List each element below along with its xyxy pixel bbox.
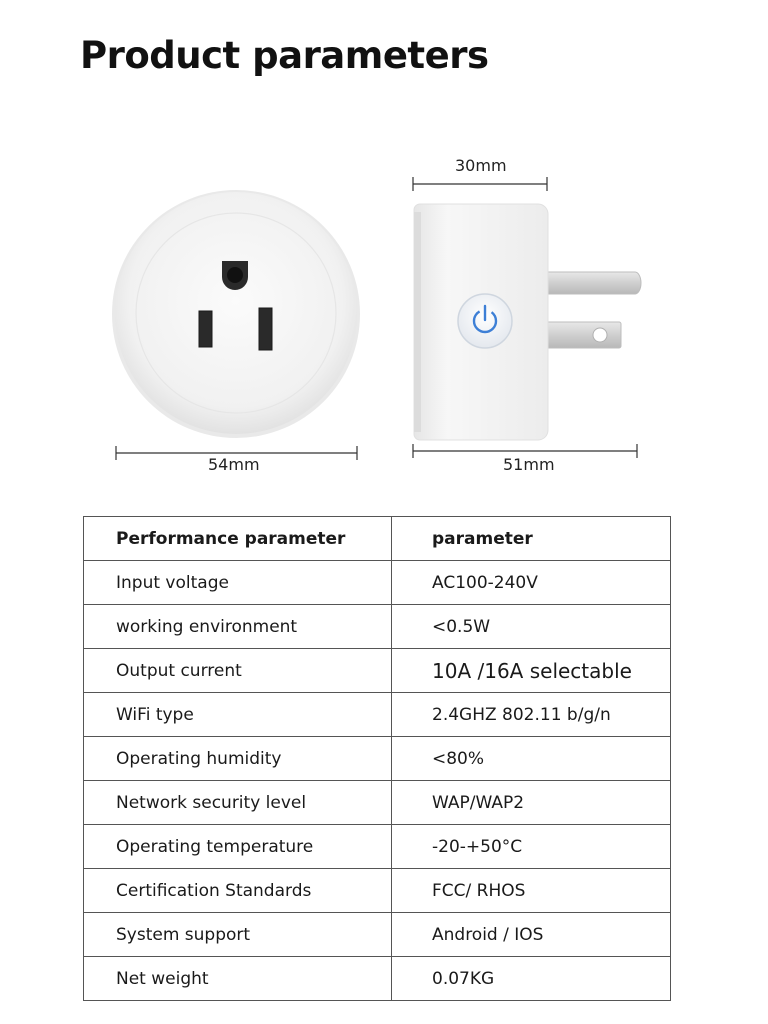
dimension-thickness: 30mm [455, 156, 507, 175]
param-value: WAP/WAP2 [392, 781, 671, 825]
table-row [84, 605, 671, 649]
table-row [84, 957, 671, 1001]
product-drawing [0, 140, 768, 490]
param-value: FCC/ RHOS [392, 869, 671, 913]
plug-front-view [112, 190, 360, 438]
table-row [84, 561, 671, 605]
left-slot [199, 311, 212, 347]
param-value: <0.5W [392, 605, 671, 649]
page-title: Product parameters [80, 34, 489, 77]
flat-prong [545, 322, 621, 348]
table-row [84, 913, 671, 957]
product-figure [0, 140, 768, 490]
param-name: working environment [84, 605, 392, 649]
param-name: Certification Standards [84, 869, 392, 913]
right-slot [259, 308, 272, 350]
param-name: System support [84, 913, 392, 957]
table-row [84, 781, 671, 825]
table-row [84, 825, 671, 869]
param-value: <80% [392, 737, 671, 781]
param-name: Network security level [84, 781, 392, 825]
param-value: 0.07KG [392, 957, 671, 1001]
param-value: 10A /16A selectable [392, 649, 671, 693]
power-icon [458, 294, 512, 348]
dimension-diameter: 54mm [208, 455, 260, 474]
table-header-row [84, 517, 671, 561]
table-row [84, 649, 671, 693]
table-row [84, 737, 671, 781]
header-performance-parameter: Performance parameter [84, 517, 392, 561]
param-name: Operating humidity [84, 737, 392, 781]
param-name: Net weight [84, 957, 392, 1001]
dimension-depth: 51mm [503, 455, 555, 474]
table-row [84, 869, 671, 913]
param-value: 2.4GHZ 802.11 b/g/n [392, 693, 671, 737]
param-value: -20-+50°C [392, 825, 671, 869]
param-name: WiFi type [84, 693, 392, 737]
param-name: Input voltage [84, 561, 392, 605]
round-prong [545, 272, 641, 294]
param-name: Operating temperature [84, 825, 392, 869]
plug-side-view [414, 204, 641, 440]
param-name: Output current [84, 649, 392, 693]
table-row [84, 693, 671, 737]
param-value: AC100-240V [392, 561, 671, 605]
header-parameter: parameter [392, 517, 671, 561]
param-value: Android / IOS [392, 913, 671, 957]
parameters-table [83, 516, 671, 1001]
